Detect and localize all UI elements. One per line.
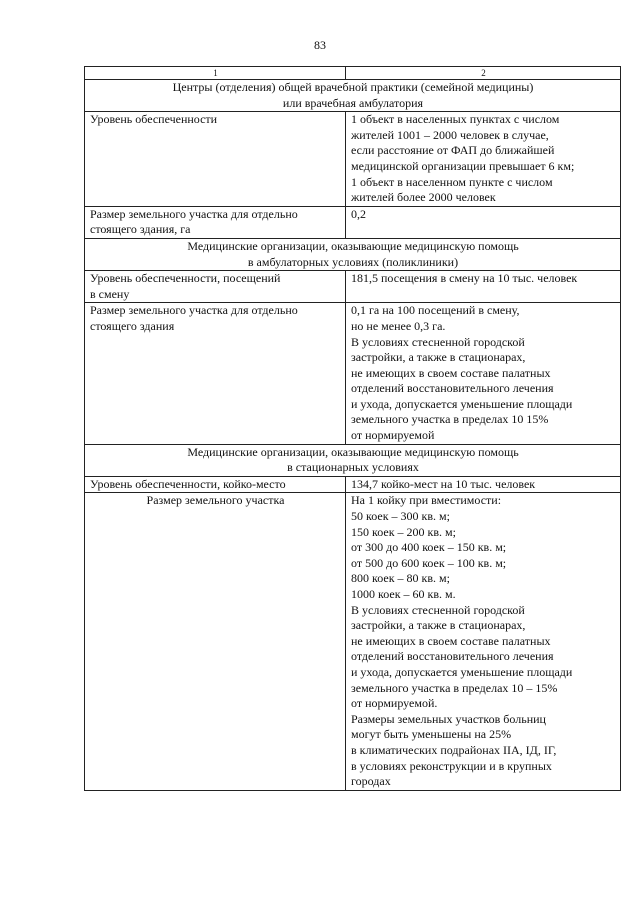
- section-title-general-practice: Центры (отделения) общей врачебной практики (семейной медицины) или врачебная амбулатория: [85, 80, 621, 112]
- row-label: Уровень обеспеченности, посещений в смену: [85, 271, 346, 303]
- table-row: [85, 303, 621, 444]
- row-value: 181,5 посещения в смену на 10 тыс. человек: [346, 271, 621, 303]
- row-value: 1 объект в населенных пунктах с числом жителей 1001 – 2000 человек в случае, если расстояние от ФАП до ближайшей медицинской организации превышает 6 км; 1 объект в населенном пункте с числом жителей более 2000 человек: [346, 112, 621, 207]
- row-value: 134,7 койко-мест на 10 тыс. человек: [346, 476, 621, 493]
- section-heading-row: [85, 444, 621, 476]
- row-label: Размер земельного участка для отдельно стоящего здания, га: [85, 206, 346, 238]
- table-row: [85, 271, 621, 303]
- row-label: Размер земельного участка: [85, 493, 346, 790]
- column-number-1: 1: [85, 67, 346, 80]
- norms-table: [84, 66, 621, 791]
- table-header-row: [85, 67, 621, 80]
- row-value: 0,2: [346, 206, 621, 238]
- table-row: [85, 493, 621, 790]
- section-title-outpatient: Медицинские организации, оказывающие медицинскую помощь в амбулаторных условиях (поликлиники): [85, 238, 621, 270]
- page-number: 83: [314, 38, 326, 52]
- row-value: На 1 койку при вместимости: 50 коек – 300 кв. м; 150 коек – 200 кв. м; от 300 до 400 коек – 150 кв. м; от 500 до 600 коек – 100 кв. м; 800 коек – 80 кв. м; 1000 коек – 60 кв. м. В условиях стесненной городской застройки, а также в стационарах, не имеющих в своем составе палатных отделений восстановительного лечения и ухода, допускается уменьшение площади земельного участка в пределах 10 – 15% от нормируемой. Размеры земельных участков больниц могут быть уменьшены на 25% в климатических подрайонах IIА, IД, IГ, в условиях реконструкции и в крупных городах: [346, 493, 621, 790]
- column-number-2: 2: [346, 67, 621, 80]
- section-title-inpatient: Медицинские организации, оказывающие медицинскую помощь в стационарных условиях: [85, 444, 621, 476]
- row-label: Уровень обеспеченности, койко-место: [85, 476, 346, 493]
- row-label: Уровень обеспеченности: [85, 112, 346, 207]
- section-heading-row: [85, 80, 621, 112]
- section-heading-row: [85, 238, 621, 270]
- table-row: [85, 206, 621, 238]
- row-value: 0,1 га на 100 посещений в смену, но не менее 0,3 га. В условиях стесненной городской застройки, а также в стационарах, не имеющих в своем составе палатных отделений восстановительного лечения и ухода, допускается уменьшение площади земельного участка в пределах 10 15% от нормируемой: [346, 303, 621, 444]
- table-row: [85, 476, 621, 493]
- table-row: [85, 112, 621, 207]
- row-label: Размер земельного участка для отдельно стоящего здания: [85, 303, 346, 444]
